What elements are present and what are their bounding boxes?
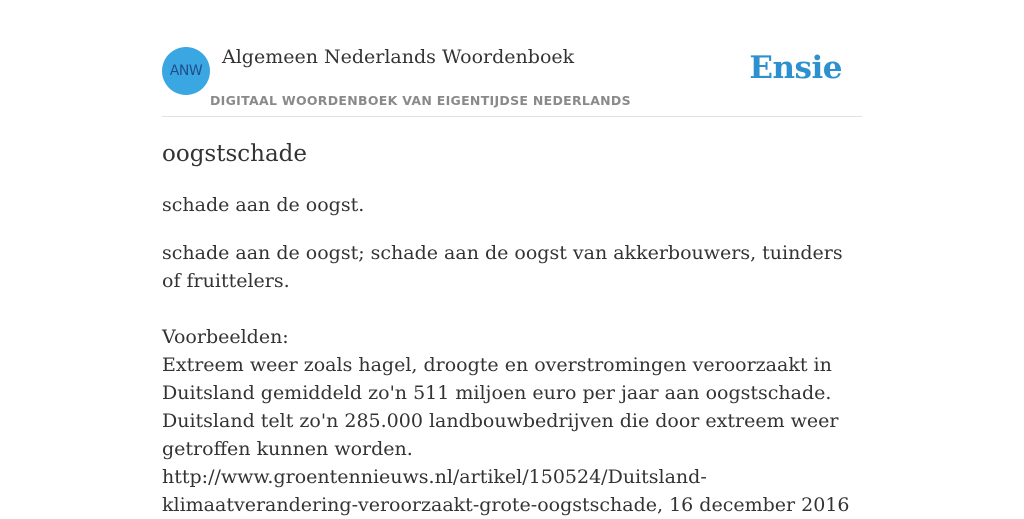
short-definition: schade aan de oogst.	[162, 194, 365, 216]
page-container	[162, 0, 862, 516]
definition-text: schade aan de oogst; schade aan de oogst van akkerbouwers, tuinders of fruittelers. Voorbeelden: Extreem weer zoals hagel, droogte en overstromingen veroorzaakt in Duitsland gemiddeld zo'n 511 miljoen euro per jaar aan oogstschade. Duitsland telt zo'n 285.000 landbouwbedrijven die door extreem weer getroffen kunnen worden. http://www.groentennieuws.nl/artikel/150524/Duitsland-klimaatverandering-veroorzaakt-grote-oogstschade, 16 december 2016	[162, 242, 850, 516]
site-subtitle: DIGITAAL WOORDENBOEK VAN EIGENTIJDSE NEDERLANDS	[210, 93, 631, 108]
anw-logo[interactable]	[162, 47, 210, 95]
logo-text: ANW	[169, 63, 203, 79]
headword: oogstschade	[162, 141, 308, 167]
ensie-brand-link[interactable]: Ensie	[749, 50, 842, 86]
header	[162, 0, 862, 117]
site-title[interactable]: Algemeen Nederlands Woordenboek	[222, 46, 575, 68]
